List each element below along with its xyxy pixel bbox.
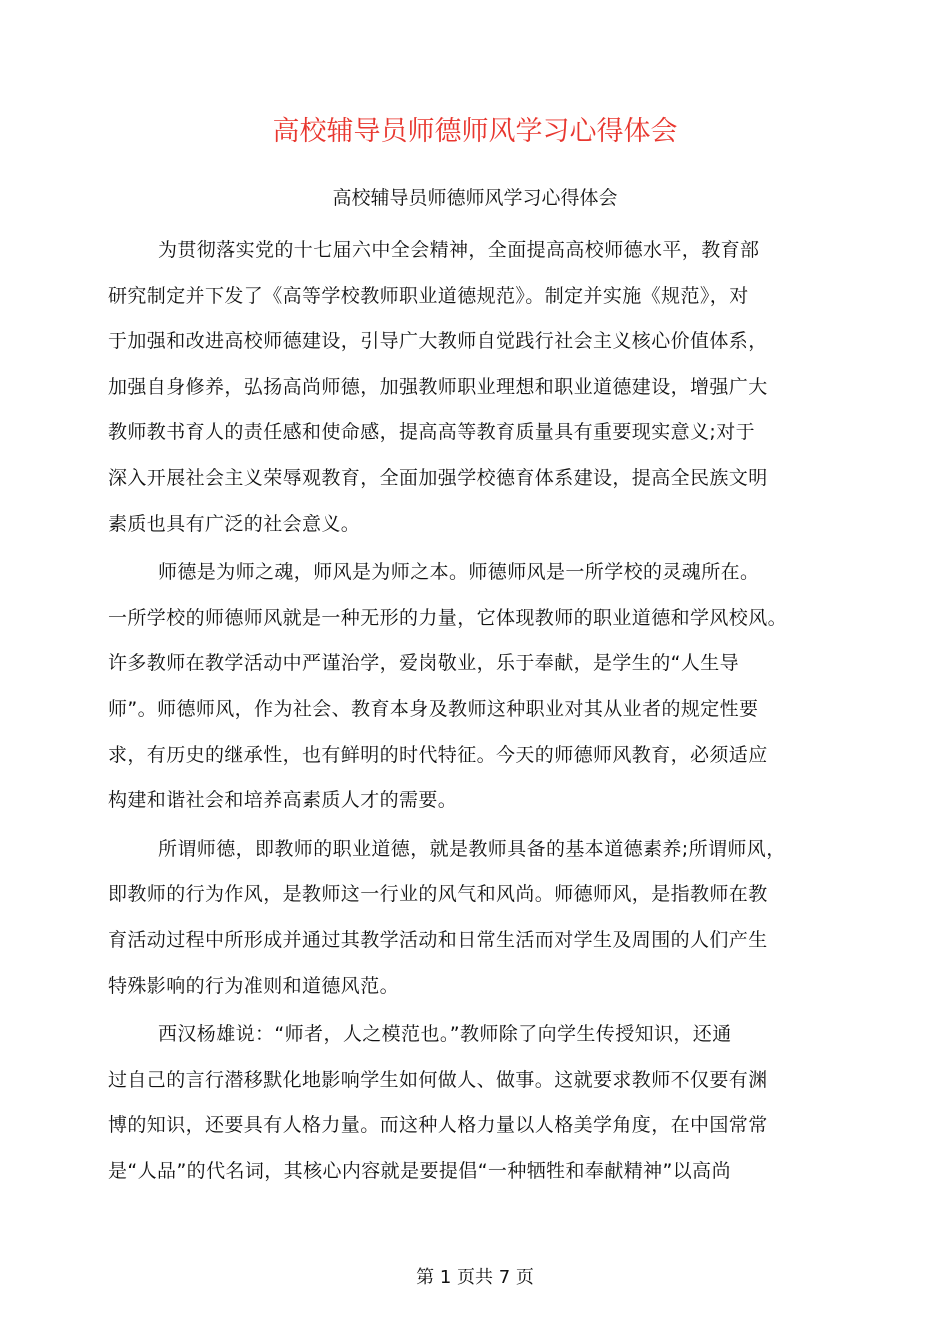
text-line: 师德是为师之魂，师风是为师之本。师德师风是一所学校的灵魂所在。 xyxy=(158,561,760,584)
text-line: 所谓师德，即教师的职业道德，就是教师具备的基本道德素养;所谓师风， xyxy=(158,837,786,860)
text-line: 许多教师在教学活动中严谨治学，爱岗敬业，乐于奉献，是学生的“人生导 xyxy=(108,652,740,675)
text-line: 博的知识，还要具有人格力量。而这种人格力量以人格美学角度，在中国常常 xyxy=(108,1114,768,1137)
page-footer: 第 1 页共 7 页 xyxy=(416,1267,534,1288)
text-line: 研究制定并下发了《高等学校教师职业道德规范》。制定并实施《规范》，对 xyxy=(108,284,749,307)
paragraph-4 xyxy=(108,1012,848,1194)
text-line: 构建和谐社会和培养高素质人才的需要。 xyxy=(108,789,458,812)
text-line: 教师教书育人的责任感和使命感，提高高等教育质量具有重要现实意义;对于 xyxy=(108,421,756,444)
text-line: 师”。师德师风，作为社会、教育本身及教师这种职业对其从业者的规定性要 xyxy=(108,697,759,720)
paragraph-1 xyxy=(108,228,848,547)
text-line: 即教师的行为作风，是教师这一行业的风气和风尚。师德师风，是指教师在教 xyxy=(108,883,768,906)
text-line: 特殊影响的行为准则和道德风范。 xyxy=(108,974,400,997)
text-line: 育活动过程中所形成并通过其教学活动和日常生活而对学生及周围的人们产生 xyxy=(108,928,768,951)
text-line: 西汉杨雄说：“师者，人之模范也。”教师除了向学生传授知识，还通 xyxy=(158,1023,732,1046)
paragraph-3 xyxy=(108,827,848,1009)
text-line: 求，有历史的继承性，也有鲜明的时代特征。今天的师德师风教育，必须适应 xyxy=(108,743,768,766)
text-line: 过自己的言行潜移默化地影响学生如何做人、做事。这就要求教师不仅要有渊 xyxy=(108,1068,768,1091)
text-line: 是“人品”的代名词，其核心内容就是要提倡“一种牺牲和奉献精神”以高尚 xyxy=(108,1159,731,1182)
document-body xyxy=(108,228,848,1197)
text-line: 深入开展社会主义荣辱观教育，全面加强学校德育体系建设，提高全民族文明 xyxy=(108,466,768,489)
document-subtitle: 高校辅导员师德师风学习心得体会 xyxy=(332,187,618,209)
paragraph-2 xyxy=(108,550,848,824)
document-title: 高校辅导员师德师风学习心得体会 xyxy=(272,116,678,147)
text-line: 于加强和改进高校师德建设，引导广大教师自觉践行社会主义核心价值体系， xyxy=(108,330,768,353)
text-line: 加强自身修养，弘扬高尚师德，加强教师职业理想和职业道德建设，增强广大 xyxy=(108,375,768,398)
text-line: 为贯彻落实党的十七届六中全会精神，全面提高高校师德水平，教育部 xyxy=(158,239,760,261)
text-line: 素质也具有广泛的社会意义。 xyxy=(108,512,361,535)
text-line: 一所学校的师德师风就是一种无形的力量，它体现教师的职业道德和学风校风。 xyxy=(108,606,788,629)
